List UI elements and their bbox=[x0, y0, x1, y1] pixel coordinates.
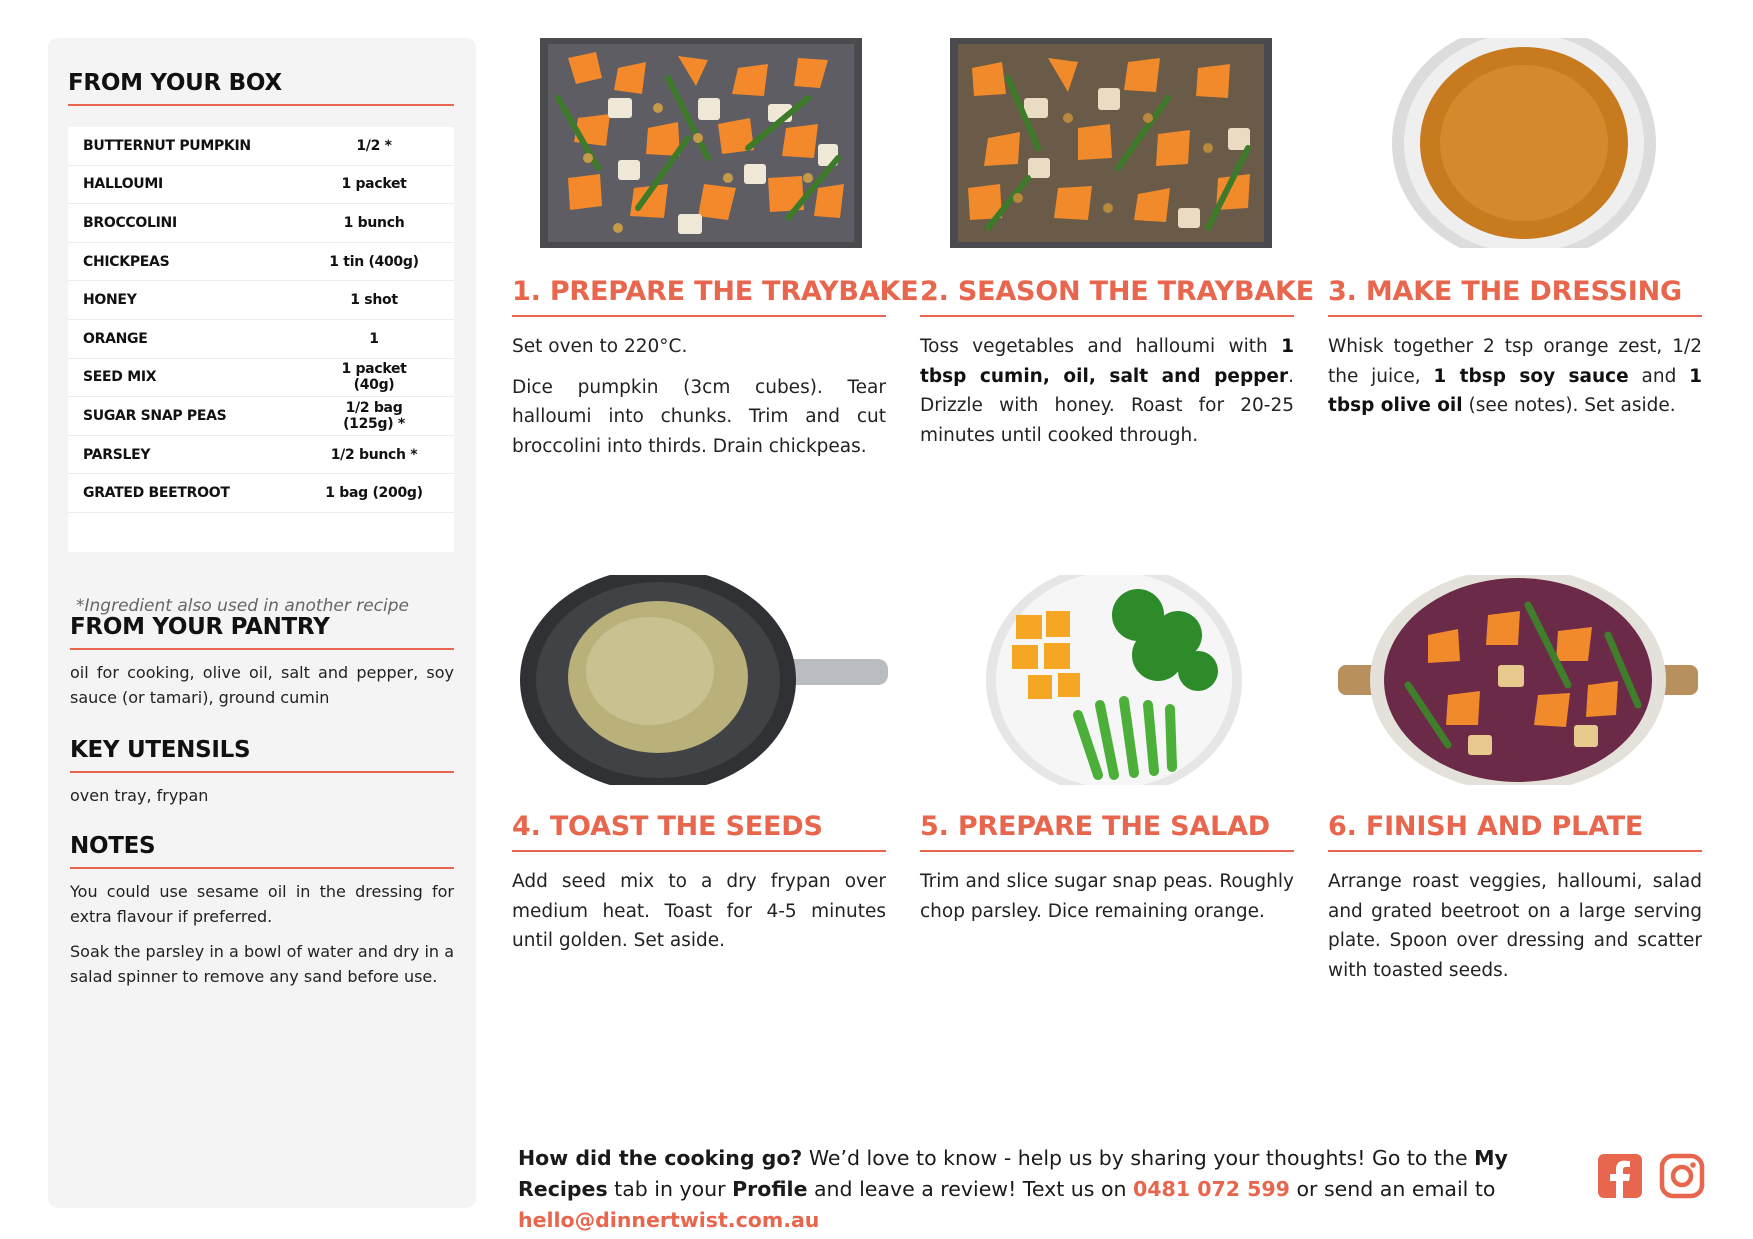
ingredient-row bbox=[68, 397, 454, 436]
step-6-body bbox=[1328, 867, 1702, 996]
instagram-icon[interactable] bbox=[1658, 1152, 1706, 1200]
ingredient-name: HONEY bbox=[83, 292, 137, 309]
step-1-body bbox=[512, 332, 886, 472]
step-3-title: 3. MAKE THE DRESSING bbox=[1328, 276, 1682, 307]
step-5-para: Trim and slice sugar snap peas. Roughly chop parsley. Dice remaining orange. bbox=[920, 871, 1294, 922]
ingredient-footnote: *Ingredient also used in another recipe bbox=[76, 596, 409, 616]
ingredient-row bbox=[68, 127, 454, 166]
step-5-title: 5. PREPARE THE SALAD bbox=[920, 811, 1271, 842]
utensils-rule bbox=[70, 771, 454, 773]
step-6-title: 6. FINISH AND PLATE bbox=[1328, 811, 1644, 842]
step-4-para: Add seed mix to a dry frypan over medium heat. Toast for 4-5 minutes until golden. Set aside. bbox=[512, 871, 886, 951]
footer-text: or send an email to bbox=[1289, 1177, 1496, 1201]
ingredient-qty: 1 packet bbox=[341, 176, 407, 193]
step-3-text: (see notes). Set aside. bbox=[1462, 395, 1676, 416]
step-6-para: Arrange roast veggies, halloumi, salad and grated beetroot on a large serving plate. Spoon over dressing and scatter with toasted seeds. bbox=[1328, 871, 1702, 981]
step-2-rule bbox=[920, 315, 1294, 317]
step-2-body bbox=[920, 332, 1294, 461]
utensils-text: oven tray, frypan bbox=[70, 786, 209, 805]
step-5-rule bbox=[920, 850, 1294, 852]
ingredient-name: PARSLEY bbox=[83, 446, 151, 463]
my-recipes-label: My Recipes bbox=[518, 1146, 1508, 1201]
note-2: Soak the parsley in a bowl of water and dry in a salad spinner to remove any sand before use. bbox=[70, 942, 454, 986]
ingredient-row bbox=[68, 320, 454, 359]
footer-text: tab in your bbox=[607, 1177, 733, 1201]
ingredient-row bbox=[68, 474, 454, 513]
pantry-text: oil for cooking, olive oil, salt and pepper, soy sauce (or tamari), ground cumin bbox=[70, 663, 454, 707]
ingredient-qty: 1 tin (400g) bbox=[329, 253, 419, 270]
ingredient-row bbox=[68, 243, 454, 282]
note-1: You could use sesame oil in the dressing for extra flavour if preferred. bbox=[70, 882, 454, 926]
profile-label: Profile bbox=[732, 1177, 808, 1201]
footer-text: We’d love to know - help us by sharing your thoughts! Go to the bbox=[802, 1146, 1475, 1170]
ingredient-qty: 1 bbox=[369, 330, 379, 347]
ingredient-row bbox=[68, 166, 454, 205]
pantry-rule bbox=[70, 648, 454, 650]
frypan-seeds-photo bbox=[518, 575, 890, 785]
step-4-body bbox=[512, 867, 886, 967]
email-link[interactable]: hello@dinnertwist.com.au bbox=[518, 1208, 820, 1232]
footer-text: and leave a review! Text us on bbox=[807, 1177, 1134, 1201]
phone-link[interactable]: 0481 072 599 bbox=[1133, 1177, 1290, 1201]
ingredient-row bbox=[68, 281, 454, 320]
ingredient-name: BROCCOLINI bbox=[83, 214, 177, 231]
step-3-body bbox=[1328, 332, 1702, 432]
step-2-text: Toss vegetables and halloumi with bbox=[920, 336, 1282, 357]
ingredient-row bbox=[68, 204, 454, 243]
box-heading-rule bbox=[68, 104, 454, 106]
feedback-question: How did the cooking go? bbox=[518, 1146, 803, 1170]
notes-rule bbox=[70, 867, 454, 869]
step-2-bold: 1 tbsp cumin, oil, salt and pepper bbox=[920, 336, 1294, 387]
step-1-para-1: Set oven to 220°C. bbox=[512, 336, 688, 357]
step-2-text: . Drizzle with honey. Roast for 20-25 minutes until cooked through. bbox=[920, 365, 1294, 446]
salad-plate-photo bbox=[928, 575, 1300, 785]
dressing-bowl-photo bbox=[1338, 38, 1710, 248]
box-heading: FROM YOUR BOX bbox=[68, 70, 282, 96]
step-6-rule bbox=[1328, 850, 1702, 852]
ingredient-name: GRATED BEETROOT bbox=[83, 485, 230, 502]
ingredient-row bbox=[68, 436, 454, 475]
step-2-title: 2. SEASON THE TRAYBAKE bbox=[920, 276, 1314, 307]
finished-plate-photo bbox=[1338, 575, 1710, 785]
step-1-para-2: Dice pumpkin (3cm cubes). Tear halloumi into chunks. Trim and cut broccolini into thirds. Drain chickpeas. bbox=[512, 376, 886, 457]
step-1-title: 1. PREPARE THE TRAYBAKE bbox=[512, 276, 919, 307]
ingredient-name: SEED MIX bbox=[83, 369, 157, 386]
ingredient-table bbox=[68, 127, 454, 552]
ingredients-sidebar bbox=[48, 38, 476, 1208]
step-3-bold: 1 tbsp soy sauce bbox=[1433, 365, 1629, 387]
ingredient-qty: 1 shot bbox=[350, 292, 398, 309]
ingredient-name: ORANGE bbox=[83, 330, 148, 347]
step-1-rule bbox=[512, 315, 886, 317]
feedback-footer bbox=[518, 1143, 1568, 1236]
ingredient-qty: 1/2 bunch * bbox=[330, 446, 418, 463]
traybake-seasoned-photo bbox=[928, 38, 1300, 248]
step-3-text: Whisk together 2 tsp orange zest, 1/2 the juice, bbox=[1328, 336, 1702, 387]
step-5-body bbox=[920, 867, 1294, 937]
ingredient-qty: 1 packet (40g) bbox=[341, 361, 407, 394]
pantry-heading: FROM YOUR PANTRY bbox=[70, 614, 330, 640]
step-4-rule bbox=[512, 850, 886, 852]
facebook-icon[interactable] bbox=[1596, 1152, 1644, 1200]
ingredient-name: CHICKPEAS bbox=[83, 253, 170, 270]
ingredient-name: SUGAR SNAP PEAS bbox=[83, 407, 227, 424]
ingredient-qty: 1 bunch bbox=[343, 214, 405, 231]
ingredient-qty: 1/2 * bbox=[356, 137, 392, 154]
traybake-raw-photo bbox=[518, 38, 890, 248]
step-3-bold: 1 tbsp olive oil bbox=[1328, 365, 1702, 416]
ingredient-qty: 1 bag (200g) bbox=[325, 485, 423, 502]
step-4-title: 4. TOAST THE SEEDS bbox=[512, 811, 823, 842]
ingredient-row bbox=[68, 359, 454, 398]
utensils-heading: KEY UTENSILS bbox=[70, 737, 251, 763]
step-3-rule bbox=[1328, 315, 1702, 317]
step-3-text: and bbox=[1628, 365, 1690, 387]
notes-heading: NOTES bbox=[70, 833, 156, 859]
ingredient-name: BUTTERNUT PUMPKIN bbox=[83, 137, 251, 154]
ingredient-qty: 1/2 bag (125g) * bbox=[343, 399, 405, 432]
ingredient-name: HALLOUMI bbox=[83, 176, 163, 193]
